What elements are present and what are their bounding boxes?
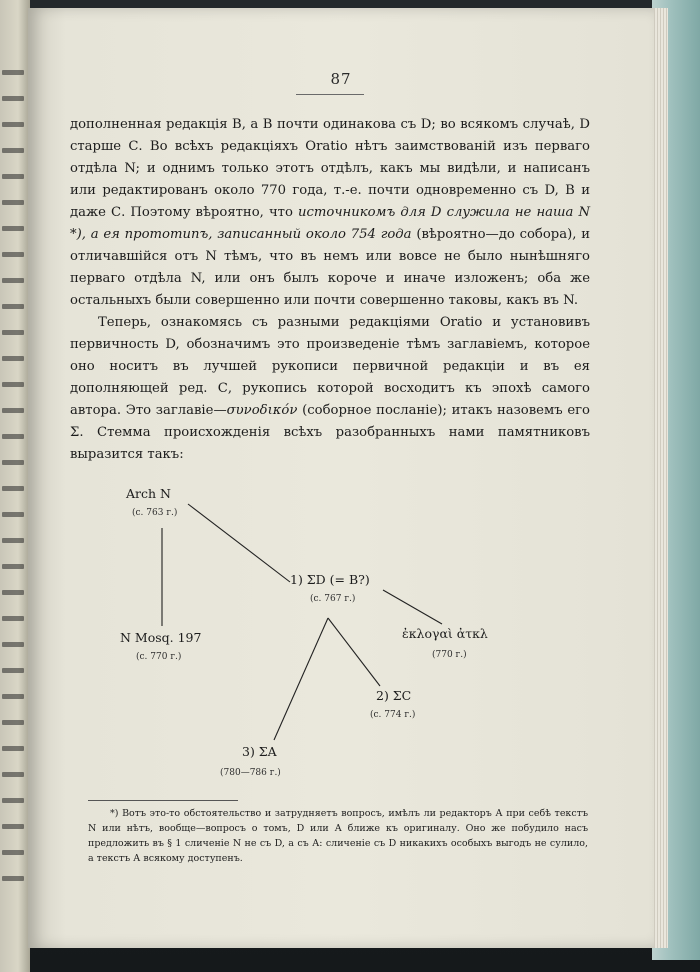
- node-sigma-a-date: (780—786 г.): [220, 768, 281, 778]
- stemma-diagram: [28, 468, 654, 798]
- node-sigma-c-date: (c. 774 г.): [370, 710, 416, 720]
- page-number: 87: [330, 70, 352, 88]
- paragraph-2-greek: συνοδικόν: [226, 403, 298, 418]
- book-page: [28, 8, 654, 948]
- node-sigma-a: 3) ΣA: [242, 744, 277, 759]
- node-sigma-c: 2) ΣC: [376, 688, 412, 703]
- node-arch-n-date: (c. 763 г.): [132, 508, 178, 518]
- page-block-edge: [652, 8, 668, 948]
- paragraph-1-start: дополненная редакція В, а В почти одинакова съ D; во всякомъ случаѣ, D старше С. Во всѣхъ редакціяхъ Oratio нѣтъ заимствованій изъ перваго отдѣла N; и однимъ только этотъ отдѣлъ, какъ мы видѣли, и написанъ или редактированъ около 770 года, т.-е. почти одновременно съ D, В и даже С. Поэтому вѣроятно, что: [70, 117, 590, 220]
- paragraph-2-start: Теперь, ознакомясь съ разными редакціями Oratio и установивъ первичность D, обозначимъ это произведеніе тѣмъ заглавіемъ, которое оно носитъ въ лучшей рукописи первичной редакціи и въ ея дополняющей ред. С, рукопись которой восходитъ къ эпохѣ самого автора. Это заглавіе—: [70, 315, 590, 418]
- page-number-rule: [296, 94, 364, 95]
- node-eklogai: ἐκλογαὶ ἀτκλ: [402, 626, 488, 641]
- paragraph-1-end: (вѣроятно—до собора), и отличавшійся отъ N тѣмъ, что въ немъ или вовсе не было нынѣшняго перваго отдѣла N, или онъ былъ короче и иначе изложенъ; оба же остальныхъ были совершенно или почти совершенно таковы, какъ въ N.: [70, 227, 590, 308]
- node-sigma-d: 1) ΣD (= B?): [290, 572, 370, 587]
- paragraph-1: [70, 114, 590, 312]
- paragraph-1-italic: источникомъ для D служила не наша N *), а ея прототипъ, записанный около 754 года: [70, 205, 590, 242]
- edge-sigma-d-to-eklogai: [383, 590, 442, 624]
- edge-sigma-d-to-sigma-c: [328, 618, 380, 686]
- paragraph-2: [70, 312, 590, 466]
- node-arch-n: Arch N: [126, 486, 171, 501]
- edge-sigma-d-to-sigma-a: [274, 618, 328, 740]
- node-sigma-d-date: (c. 767 г.): [310, 594, 356, 604]
- footnote: *) Вотъ это-то обстоятельство и затрудняетъ вопросъ, имѣлъ ли редакторъ А при себѣ текстъ N или нѣтъ, вообще—вопросъ о томъ, D или А ближе къ оригиналу. Оно же побудило насъ предложить въ § 1 сличеніе N не съ D, а съ А: сличеніе съ D никакихъ особыхъ выгодъ не сулило, а текстъ А всякому доступенъ.: [88, 808, 588, 864]
- node-eklogai-date: (770 г.): [432, 650, 467, 660]
- paragraph-2-end: (соборное посланіе); итакъ назовемъ его Σ. Стемма происхожденія всѣхъ разобранныхъ нами памятниковъ выразится такъ:: [70, 403, 590, 462]
- adjacent-page-edge: [0, 0, 30, 972]
- footnote-rule: [88, 800, 238, 801]
- node-n-mosq-date: (c. 770 г.): [136, 652, 182, 662]
- edge-arch-to-sigma-d: [188, 504, 290, 582]
- node-n-mosq: N Mosq. 197: [120, 630, 202, 645]
- body-text: [70, 114, 590, 466]
